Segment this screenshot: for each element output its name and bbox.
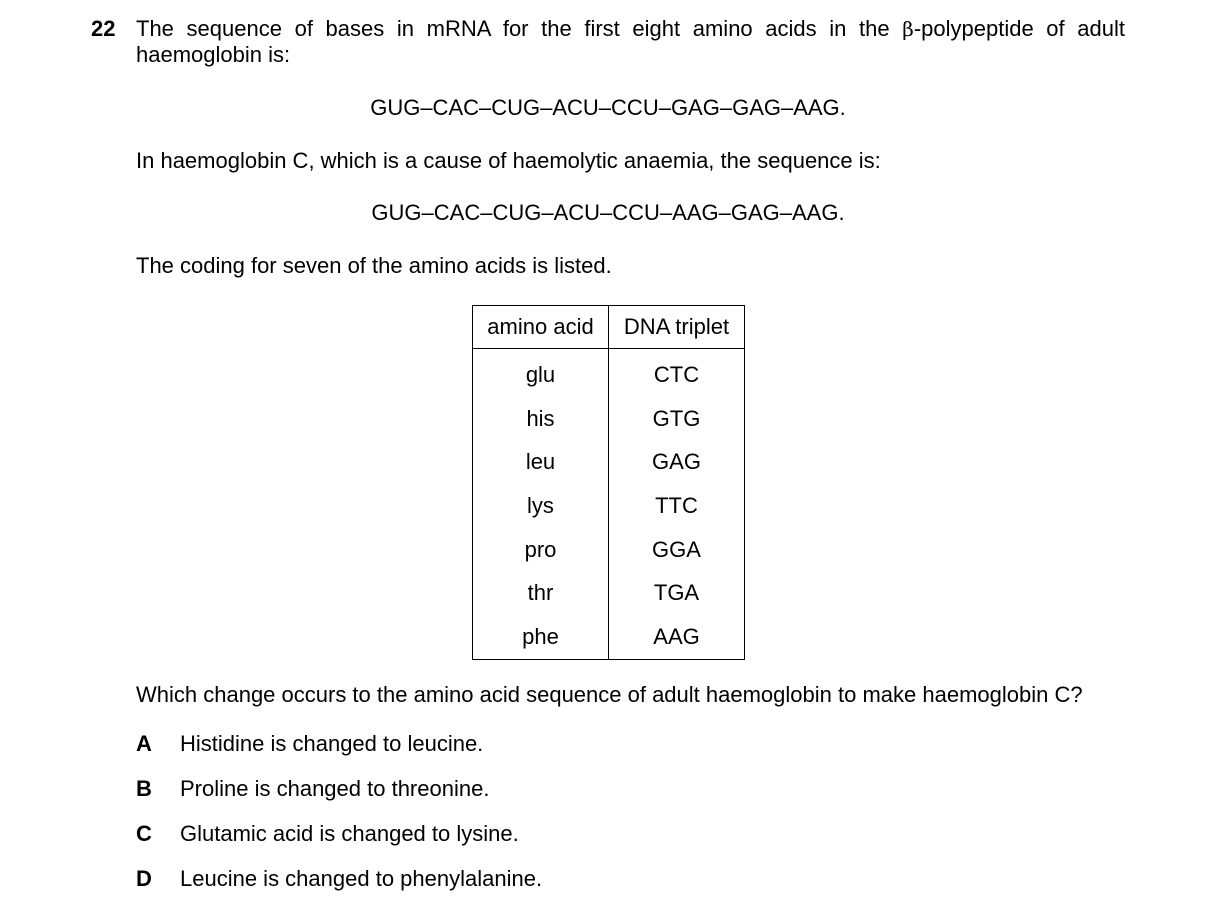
amino-acid-cell: his: [473, 397, 609, 441]
question-prompt: Which change occurs to the amino acid sequence of adult haemoglobin to make haemoglobin C?: [136, 682, 1083, 707]
option-text: Histidine is changed to leucine.: [180, 731, 484, 756]
dna-triplet-cell: CTC: [609, 349, 745, 397]
amino-acid-cell: pro: [473, 528, 609, 572]
table-row: [473, 571, 745, 615]
dna-triplet-cell: GGA: [609, 528, 745, 572]
table-row: [473, 615, 745, 659]
option-text: Proline is changed to threonine.: [180, 776, 490, 801]
dna-triplet-cell: AAG: [609, 615, 745, 659]
header-amino-acid: amino acid: [473, 306, 609, 349]
amino-acid-cell: leu: [473, 440, 609, 484]
table-header-row: [473, 306, 745, 349]
amino-acid-cell: phe: [473, 615, 609, 659]
option-text: Leucine is changed to phenylalanine.: [180, 866, 543, 891]
dna-triplet-cell: TGA: [609, 571, 745, 615]
stem-part-1: The sequence of bases in mRNA for the first eight amino acids in the: [136, 16, 903, 41]
amino-acid-cell: thr: [473, 571, 609, 615]
option-letter: A: [136, 731, 152, 756]
option-d[interactable]: [136, 866, 542, 892]
table-row: [473, 397, 745, 441]
amino-acid-cell: lys: [473, 484, 609, 528]
question-number: 22: [91, 16, 116, 41]
amino-acid-table: [472, 305, 745, 660]
haemoglobin-c-statement: In haemoglobin C, which is a cause of haemolytic anaemia, the sequence is:: [136, 148, 881, 173]
adult-sequence: GUG–CAC–CUG–ACU–CCU–GAG–GAG–AAG.: [370, 95, 846, 120]
stem-part-2: -polypeptide of adult haemoglobin is:: [136, 16, 1125, 67]
amino-acid-cell: glu: [473, 349, 609, 397]
table-row: [473, 528, 745, 572]
dna-triplet-cell: GAG: [609, 440, 745, 484]
table-row: [473, 440, 745, 484]
option-letter: B: [136, 776, 152, 801]
option-a[interactable]: [136, 731, 483, 757]
haemoglobin-c-sequence: GUG–CAC–CUG–ACU–CCU–AAG–GAG–AAG.: [371, 200, 845, 225]
option-c[interactable]: [136, 821, 519, 847]
option-letter: D: [136, 866, 152, 891]
table-row: [473, 484, 745, 528]
dna-triplet-cell: TTC: [609, 484, 745, 528]
option-b[interactable]: [136, 776, 489, 802]
coding-statement: The coding for seven of the amino acids is listed.: [136, 253, 612, 278]
table-row: [473, 349, 745, 397]
question-stem: [136, 16, 1125, 68]
option-text: Glutamic acid is changed to lysine.: [180, 821, 519, 846]
header-dna-triplet: DNA triplet: [609, 306, 745, 349]
beta-symbol: β: [902, 17, 914, 41]
option-letter: C: [136, 821, 152, 846]
dna-triplet-cell: GTG: [609, 397, 745, 441]
